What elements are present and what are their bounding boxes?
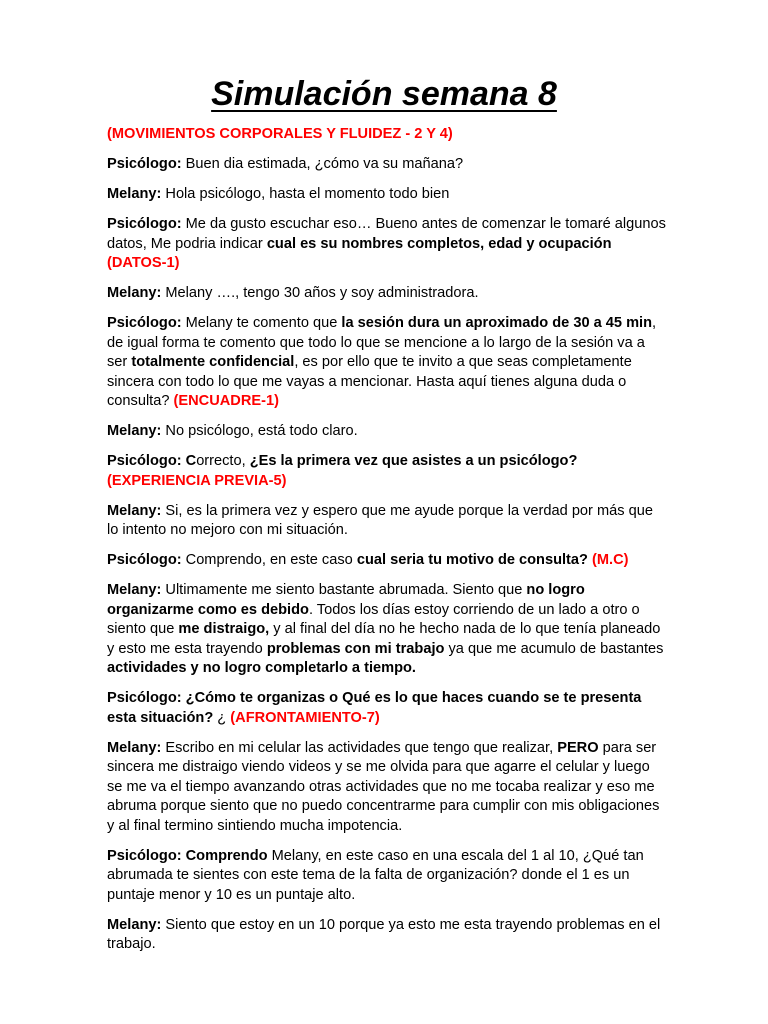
speaker-label: Psicólogo: Comprendo: [107, 847, 268, 864]
dialogue-psicologo-1: [107, 155, 667, 175]
category-tag: (ENCUADRE-1): [169, 393, 279, 409]
dialogue-bold: no logro organizarme como es debido: [107, 582, 585, 618]
dialogue-text: Ultimamente me siento bastante abrumada. Siento que: [161, 582, 527, 598]
speaker-label: Melany:: [107, 285, 162, 301]
speaker-label: Melany:: [107, 186, 162, 202]
dialogue-text: Melany, en este caso en una escala del 1 al 10, ¿Qué tan abrumada te sientes con este tema de la falta de organización? donde el 1 es un puntaje menor y 10 es un puntaje alto.: [107, 847, 644, 903]
speaker-label: Melany:: [107, 582, 162, 598]
dialogue-text: Comprendo, en este caso: [181, 552, 357, 568]
dialogue-bold: cual seria tu motivo de consulta?: [356, 552, 588, 568]
speaker-label: Psicólogo: C: [107, 453, 197, 469]
dialogue-melany-7: [107, 916, 667, 955]
dialogue-psicologo-5: [107, 551, 667, 571]
dialogue-text: Melany …., tengo 30 años y soy administradora.: [161, 285, 479, 301]
dialogue-text: ¿: [213, 709, 227, 726]
dialogue-text: y al final del día no he hecho nada de lo que tenía planeado y esto me esta trayendo: [107, 621, 661, 657]
category-tag: (DATOS-1): [107, 255, 180, 271]
dialogue-bold: actividades y no logro completarlo a tiempo.: [107, 660, 416, 676]
speaker-label: Melany:: [107, 916, 162, 933]
dialogue-text: , de igual forma te comento que todo lo que se mencione a lo largo de la sesión va a ser: [107, 315, 657, 370]
category-tag: (M.C): [587, 552, 629, 568]
dialogue-psicologo-6: [107, 689, 667, 728]
speaker-label: Melany:: [107, 739, 162, 756]
dialogue-text: Siento que estoy en un 10 porque ya esto me esta trayendo problemas en el trabajo.: [107, 916, 661, 952]
dialogue-text: Buen dia estimada, ¿cómo va su mañana?: [181, 156, 464, 172]
page-title: [0, 74, 768, 114]
dialogue-psicologo-4: [107, 452, 667, 491]
dialogue-text: . Todos los días estoy corriendo de un lado a otro o siento que: [107, 601, 640, 637]
dialogue-text: para ser sincera me distraigo viendo videos y se me olvida para que agarre el celular y luego se me va el tiempo avanzando otras actividades que no me tocaba realizar y eso me abruma porque siento que no puedo concentrarme para cumplir con mis obligaciones y al final termino sintiendo mucha impotencia.: [107, 739, 660, 834]
dialogue-bold: cual es su nombres completos, edad y ocupación: [266, 235, 612, 252]
speaker-label: Melany:: [107, 423, 162, 439]
dialogue-bold: PERO: [557, 739, 599, 756]
dialogue-melany-3: [107, 422, 667, 442]
dialogue-melany-4: [107, 502, 667, 541]
dialogue-psicologo-7: [107, 847, 667, 906]
dialogue-text: ya que me acumulo de bastantes: [444, 640, 664, 657]
speaker-label: Psicólogo:: [107, 216, 182, 232]
dialogue-text: , es por ello que te invito a que seas completamente sincera con todo lo que me vayas a mencionar. Hasta aquí tienes alguna duda o consulta?: [107, 354, 632, 409]
dialogue-melany-1: [107, 185, 667, 205]
dialogue-bold: problemas con mi trabajo: [266, 640, 445, 657]
dialogue-melany-6: [107, 739, 667, 837]
speaker-label: Psicólogo:: [107, 156, 182, 172]
speaker-label: Psicólogo: ¿Cómo te organizas o Qué es lo que haces cuando se te presenta esta situación?: [107, 690, 642, 726]
speaker-label: Psicólogo:: [107, 315, 182, 331]
dialogue-text: Escribo en mi celular las actividades que tengo que realizar,: [161, 739, 558, 756]
dialogue-psicologo-2: [107, 215, 667, 274]
dialogue-bold: la sesión dura un aproximado de 30 a 45 min: [341, 315, 653, 331]
dialogue-psicologo-3: [107, 314, 667, 412]
document-body: [107, 125, 667, 965]
category-tag: (EXPERIENCIA PREVIA-5): [107, 472, 287, 489]
dialogue-text: No psicólogo, está todo claro.: [161, 423, 358, 439]
dialogue-text: Me da gusto escuchar eso… Bueno antes de comenzar le tomaré algunos datos, Me podria indicar: [107, 216, 666, 252]
dialogue-text: Hola psicólogo, hasta el momento todo bien: [161, 186, 450, 202]
section-subtitle: (MOVIMIENTOS CORPORALES Y FLUIDEZ - 2 Y 4): [107, 126, 453, 142]
dialogue-melany-5: [107, 581, 667, 679]
dialogue-text: orrecto,: [196, 453, 250, 469]
speaker-label: Psicólogo:: [107, 552, 182, 568]
dialogue-bold: me distraigo,: [178, 621, 270, 637]
dialogue-text: Melany te comento que: [181, 315, 342, 331]
dialogue-bold: ¿Es la primera vez que asistes a un psicólogo?: [249, 453, 578, 469]
dialogue-bold: totalmente confidencial: [131, 354, 295, 370]
dialogue-melany-2: [107, 284, 667, 304]
category-tag: (AFRONTAMIENTO-7): [226, 709, 380, 726]
page-title-text: Simulación semana 8: [211, 75, 557, 113]
speaker-label: Melany:: [107, 502, 162, 519]
dialogue-text: Si, es la primera vez y espero que me ayude porque la verdad por más que lo intento no mejoro con mi situación.: [107, 502, 653, 538]
